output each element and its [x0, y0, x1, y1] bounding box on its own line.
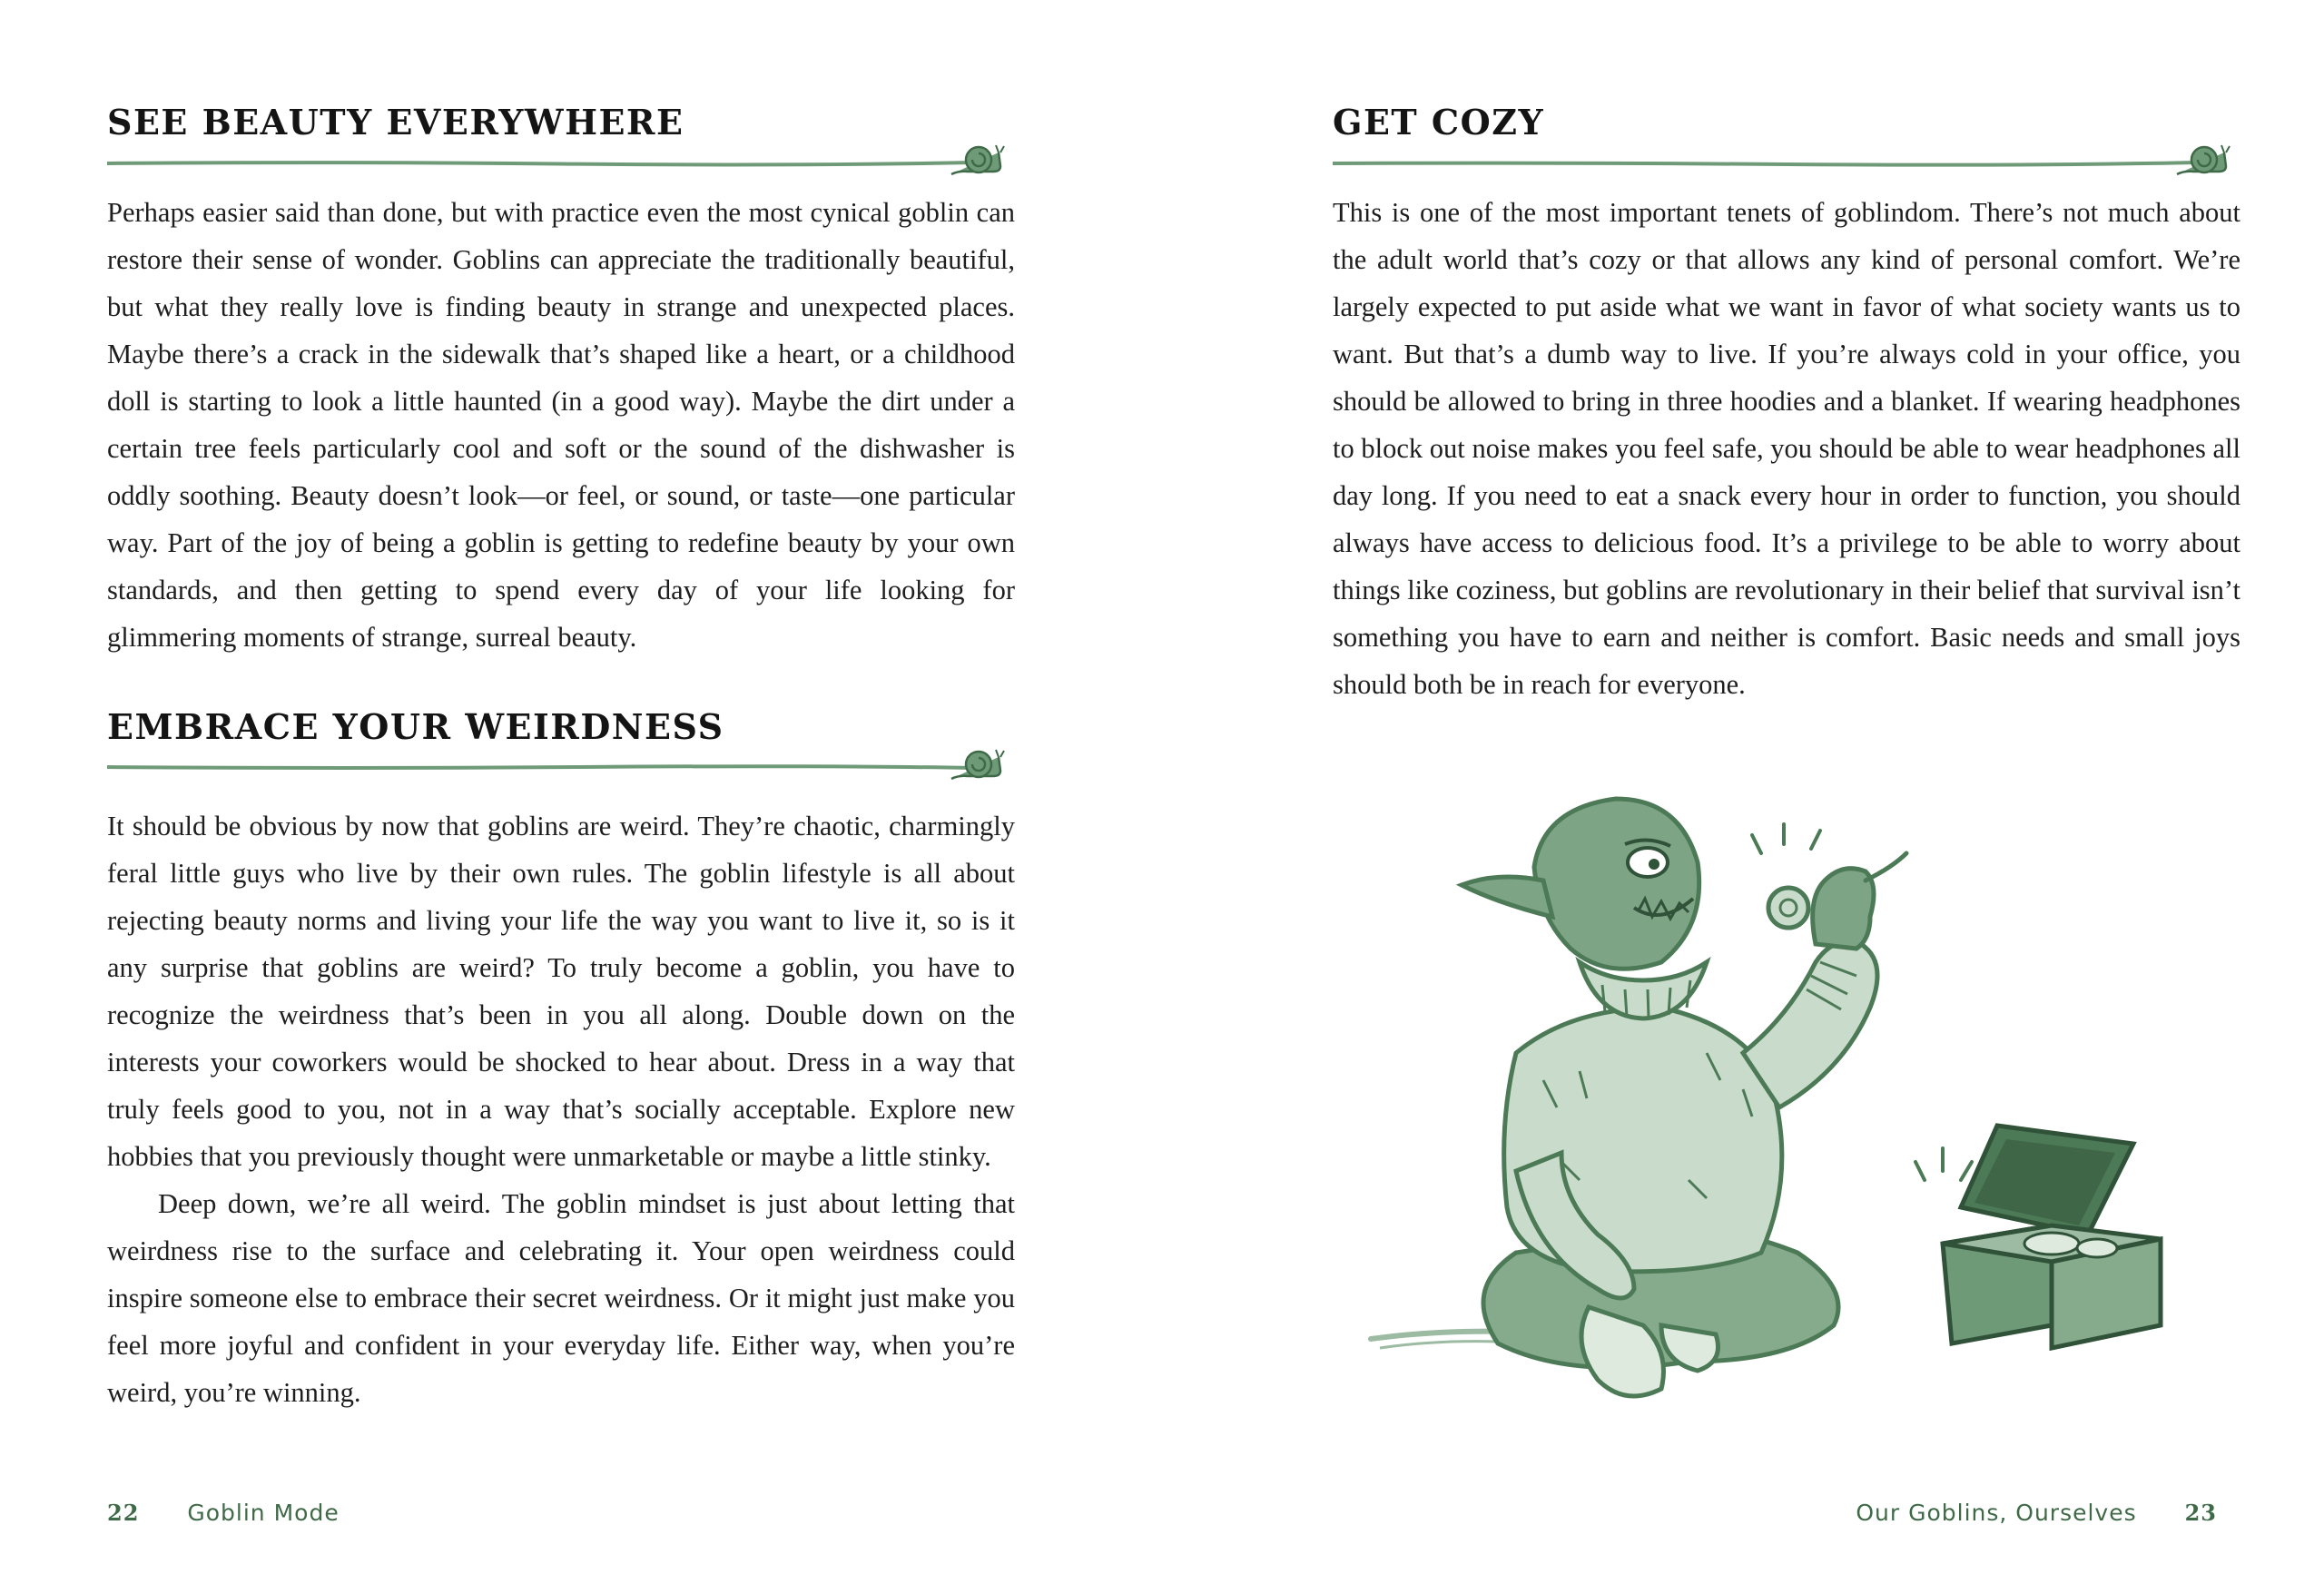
paragraph: It should be obvious by now that goblins are weird. They’re chaotic, charmingly feral little guys who live by their own rules. The goblin lifestyle is all about rejecting beauty norms and living your life the way you want to live it, so is it any surprise that goblins are weird? To truly become a goblin, you have to recognize the weirdness that’s been in you all along. Double down on the interests your coworkers would be shocked to hear about. Dress in a way that truly feels good to you, not in a way that’s socially acceptable. Explore new hobbies that you previously thought were unmarketable or maybe a little stinky.	[107, 811, 1015, 1172]
section-heading: GET COZY	[1333, 102, 1545, 143]
section-get-cozy	[1333, 102, 2240, 708]
section-body	[1333, 189, 2240, 708]
section-heading: SEE BEAUTY EVERYWHERE	[107, 102, 684, 143]
running-title: Goblin Mode	[187, 1500, 340, 1526]
running-title: Our Goblins, Ourselves	[1856, 1500, 2137, 1526]
heading-rule	[107, 142, 1015, 178]
goblin-illustration	[1362, 781, 2215, 1489]
page-number: 22	[107, 1500, 140, 1526]
page-number: 23	[2184, 1500, 2217, 1526]
section-body	[107, 189, 1015, 661]
snail-icon	[951, 750, 1004, 779]
paragraph: Deep down, we’re all weird. The goblin mindset is just about letting that weirdness rise to the surface and celebrating it. Your open weirdness could inspire someone else to embrace their secret weirdness. Or it might just make you feel more joyful and confident in your everyday life. Either way, when you’re weird, you’re winning.	[107, 1188, 1015, 1408]
snail-icon	[2177, 145, 2230, 174]
footer-right	[1856, 1500, 2217, 1527]
paragraph: This is one of the most important tenets of goblindom. There’s not much about the adult world that’s cozy or that allows any kind of personal comfort. We’re largely expected to put aside what we want in favor of what society wants us to want. But that’s a dumb way to live. If you’re always cold in your office, you should be allowed to bring in three hoodies and a blanket. If wearing headphones to block out noise makes you feel safe, you should be able to wear headphones all day long. If you need to eat a snack every hour in order to function, you should always have access to delicious food. It’s a privilege to be able to worry about things like coziness, but goblins are revolutionary in their belief that survival isn’t something you have to earn and neither is comfort. Basic needs and small joys should both be in reach for everyone.	[1333, 197, 2240, 700]
section-see-beauty	[107, 102, 1015, 661]
paragraph: Perhaps easier said than done, but with practice even the most cynical goblin can restore their sense of wonder. Goblins can appreciate the traditionally beautiful, but what they really love is finding beauty in strange and unexpected places. Maybe there’s a crack in the sidewalk that’s shaped like a heart, or a childhood doll is starting to look a little haunted (in a good way). Maybe the dirt under a certain tree feels particularly cool and soft or the sound of the dishwasher is oddly soothing. Beauty doesn’t look—or feel, or sound, or taste—one particular way. Part of the joy of being a goblin is getting to redefine beauty by your own standards, and then getting to spend every day of your life looking for glimmering moments of strange, surreal beauty.	[107, 197, 1015, 653]
footer-left	[107, 1500, 340, 1527]
snail-icon	[951, 145, 1004, 174]
heading-rule	[107, 746, 1015, 782]
section-body	[107, 802, 1015, 1416]
section-heading: EMBRACE YOUR WEIRDNESS	[107, 706, 724, 747]
heading-rule	[1333, 142, 2240, 178]
section-embrace-weirdness	[107, 706, 1015, 1416]
